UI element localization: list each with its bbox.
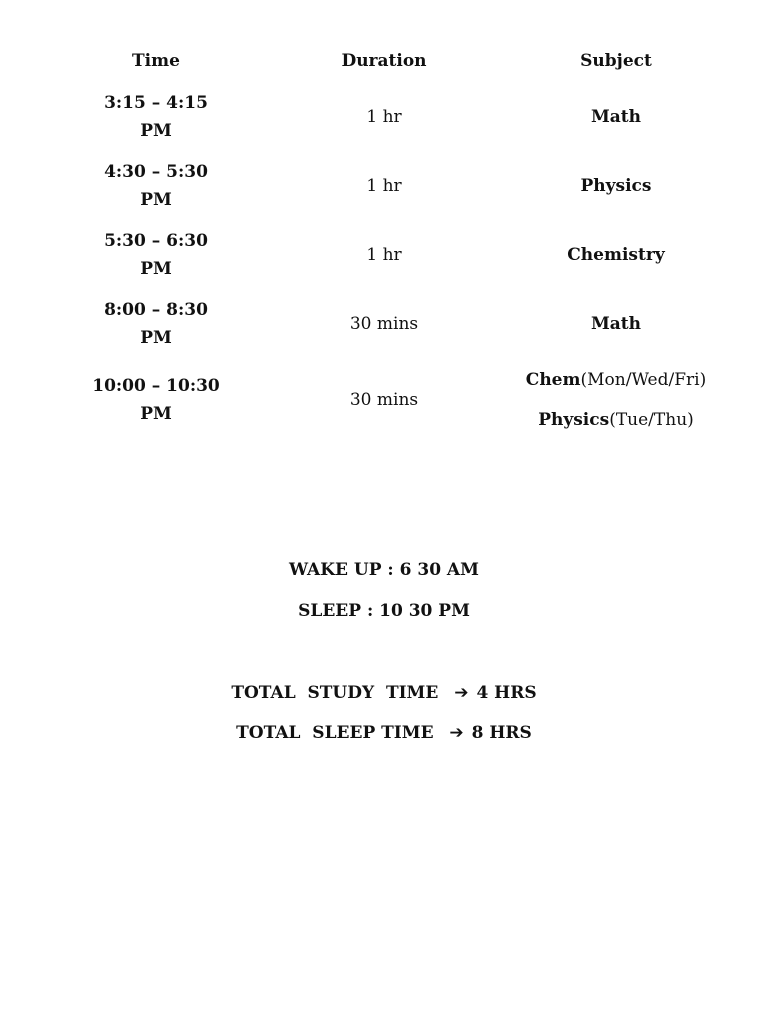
subject-cell: Physics xyxy=(580,175,652,196)
total-study-value: 4 HRS xyxy=(476,683,537,703)
table-row xyxy=(58,220,718,289)
total-sleep-value: 8 HRS xyxy=(471,723,532,743)
subject-cell xyxy=(514,358,718,442)
duration-cell: 1 hr xyxy=(366,106,402,127)
duration-cell: 30 mins xyxy=(349,390,419,410)
total-study-label: TOTAL STUDY TIME xyxy=(231,683,439,703)
header-duration: Duration xyxy=(341,51,427,71)
subject-cell: Math xyxy=(590,106,642,127)
time-cell: 5:30 – 6:30 PM xyxy=(104,230,208,279)
table-row xyxy=(58,358,718,442)
right-arrow-icon: ➔ xyxy=(449,723,464,743)
header-subject: Subject xyxy=(580,51,652,71)
table-row xyxy=(58,289,718,358)
time-cell: 4:30 – 5:30 PM xyxy=(104,161,208,210)
total-sleep-line xyxy=(0,721,768,745)
wake-up-line: WAKE UP : 6 30 AM xyxy=(289,560,479,580)
subject-name: Physics xyxy=(538,410,610,430)
table-row xyxy=(58,82,718,151)
subject-days: (Tue/Thu) xyxy=(609,410,694,430)
subject-cell: Chemistry xyxy=(567,244,665,265)
subject-days: (Mon/Wed/Fri) xyxy=(580,370,707,390)
duration-cell: 30 mins xyxy=(349,313,419,334)
duration-cell: 1 hr xyxy=(366,175,402,196)
table-row xyxy=(58,151,718,220)
time-cell: 3:15 – 4:15 PM xyxy=(104,92,208,141)
total-study-line xyxy=(0,681,768,705)
total-sleep-label: TOTAL SLEEP TIME xyxy=(236,723,434,743)
duration-cell: 1 hr xyxy=(366,244,402,265)
right-arrow-icon: ➔ xyxy=(454,683,469,703)
subject-cell: Math xyxy=(590,313,642,334)
subject-line-chem xyxy=(514,366,718,394)
time-cell: 8:00 – 8:30 PM xyxy=(104,299,208,348)
study-schedule-table xyxy=(58,40,718,442)
header-time: Time xyxy=(132,51,180,71)
time-cell: 10:00 – 10:30 PM xyxy=(92,376,220,424)
subject-line-physics xyxy=(514,406,718,434)
subject-name: Chem xyxy=(525,370,581,390)
sleep-line: SLEEP : 10 30 PM xyxy=(298,601,470,621)
table-header-row xyxy=(58,40,718,82)
